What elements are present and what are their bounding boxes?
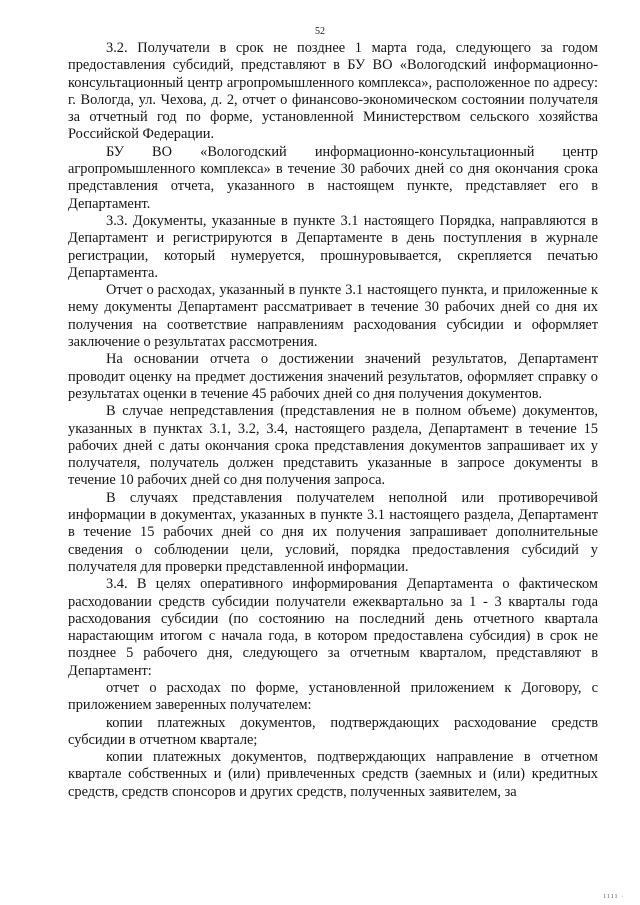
- paragraph-expense-report: Отчет о расходах, указанный в пункте 3.1 настоящего пункта, и приложенные к нему документы Департамент рассматривает в течение 30 рабочих дней со дня их получения на соответствие направлениям расходования субсидии и оформляет заключение о результатах рассмотрения.: [68, 282, 598, 351]
- footer-scan-mark: 1111 ·: [603, 894, 624, 900]
- paragraph-payment-copies: копии платежных документов, подтверждающих расходование средств субсидии в отчетном квартале;: [68, 714, 598, 748]
- paragraph-incomplete-info: В случаях представления получателем неполной или противоречивой информации в документах, указанных в пункте 3.1 настоящего раздела, Департамент в течение 15 рабочих дней со дня их получения запрашивает дополнительные сведения о соблюдении цели, условий, порядка предоставления субсидий у получателя для проверки представленной информации.: [68, 489, 598, 575]
- paragraph-own-funds-copies: копии платежных документов, подтверждающих направление в отчетном квартале собственных и (или) привлеченных средств (заемных и (или) кредитных средств, средств спонсоров и других средств, полученных заявителем, за: [68, 749, 598, 800]
- paragraph-3-4: 3.4. В целях оперативного информирования Департамента о фактическом расходовании средств субсидии получатели ежеквартально за 1 - 3 кварталы года расходования субсидии (по состоянию на последний день отчетного квартала нарастающим итогом с начала года, в котором предоставлена субсидия) в срок не позднее 5 рабочего дня, следующего за отчетным кварталом, представляют в Департамент:: [68, 576, 598, 679]
- paragraph-info-center: БУ ВО «Вологодский информационно-консультационный центр агропромышленного комплекса» в течение 30 рабочих дней со дня окончания срока представления отчета, указанного в настоящем пункте, представляет его в Департамент.: [68, 143, 598, 212]
- document-body: [68, 40, 598, 801]
- paragraph-3-2: 3.2. Получатели в срок не позднее 1 марта года, следующего за годом предоставления субсидий, представляют в БУ ВО «Вологодский информационно-консультационный центр агропромышленного комплекса», расположенное по адресу: г. Вологда, ул. Чехова, д. 2, отчет о финансово-экономическом состоянии получателя за отчетный год по форме, установленной Министерством сельского хозяйства Российской Федерации.: [68, 40, 598, 143]
- page-number: 52: [315, 26, 325, 37]
- paragraph-non-submission: В случае непредставления (представления не в полном объеме) документов, указанных в пунктах 3.1, 3.2, 3.4, настоящего раздела, Департамент в течение 15 рабочих дней с даты окончания срока представления документов запрашивает их у получателя, получатель должен представить указанные в запросе документы в течение 10 рабочих дней со дня получения запроса.: [68, 403, 598, 489]
- paragraph-3-3: 3.3. Документы, указанные в пункте 3.1 настоящего Порядка, направляются в Департамент и регистрируются в Департаменте в день поступления в журнале регистрации, который нумеруется, прошнуровывается, скрепляется печатью Департамента.: [68, 212, 598, 281]
- paragraph-results-assessment: На основании отчета о достижении значений результатов, Департамент проводит оценку на предмет достижения значений результатов, оформляет справку о результатах оценки в течение 45 рабочих дней со дня получения документов.: [68, 351, 598, 402]
- paragraph-report-form: отчет о расходах по форме, установленной приложением к Договору, с приложением заверенных получателем:: [68, 679, 598, 714]
